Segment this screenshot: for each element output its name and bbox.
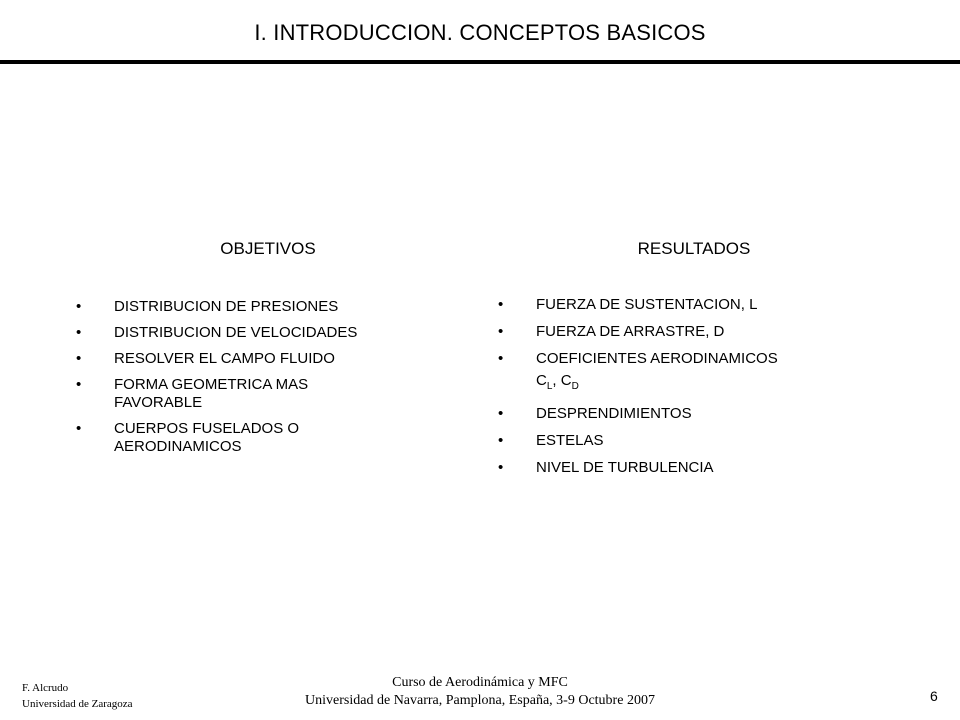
list-item [498, 432, 856, 450]
list-item [498, 459, 856, 477]
list-item [498, 405, 856, 423]
bullet-icon: • [76, 324, 82, 341]
list-item [498, 296, 856, 314]
list-item [76, 324, 434, 342]
list-item [76, 298, 434, 316]
bullet-icon: • [498, 323, 504, 340]
footer-author: F. Alcrudo [22, 682, 69, 694]
page-number: 6 [930, 688, 938, 704]
list-item-text: COEFICIENTES AERODINAMICOS [536, 350, 778, 367]
list-item-text: FORMA GEOMETRICA MAS [114, 376, 309, 393]
footer-affiliation: Universidad de Zaragoza [22, 698, 133, 710]
coef-symbol: C [560, 372, 572, 389]
slide-title: I. INTRODUCCION. CONCEPTOS BASICOS [254, 20, 706, 45]
list-item-text: FUERZA DE ARRASTRE, D [536, 323, 725, 340]
list-item-text: CUERPOS FUSELADOS O [114, 420, 300, 437]
objetivos-list [76, 298, 434, 464]
list-item [76, 420, 434, 456]
list-item [498, 350, 856, 368]
list-item-text-continued: AERODINAMICOS [114, 438, 242, 455]
list-item [76, 350, 434, 368]
title-underline [0, 60, 960, 64]
bullet-icon: • [76, 420, 82, 437]
list-item-text: NIVEL DE TURBULENCIA [536, 459, 714, 476]
list-item-text: DISTRIBUCION DE VELOCIDADES [114, 324, 358, 341]
bullet-icon: • [498, 296, 504, 313]
footer-venue: Universidad de Navarra, Pamplona, España, 3-9 Octubre 2007 [305, 693, 655, 708]
list-item-text: DESPRENDIMIENTOS [536, 405, 692, 422]
coef-subscript: L [546, 381, 553, 392]
resultados-heading: RESULTADOS [637, 239, 751, 258]
coef-separator: , [552, 372, 561, 389]
list-item-text: ESTELAS [536, 432, 604, 449]
bullet-icon: • [76, 376, 82, 393]
bullet-icon: • [498, 459, 504, 476]
list-item-text: RESOLVER EL CAMPO FLUIDO [114, 350, 335, 367]
coefficients-line [536, 372, 856, 396]
objetivos-heading: OBJETIVOS [220, 239, 316, 258]
footer-course: Curso de Aerodinámica y MFC [392, 675, 568, 690]
coef-symbol: C [536, 372, 547, 389]
resultados-list [498, 296, 856, 486]
list-item [76, 376, 434, 412]
coef-subscript: D [571, 381, 579, 392]
bullet-icon: • [76, 350, 82, 367]
bullet-icon: • [498, 405, 504, 422]
list-item-text: FUERZA DE SUSTENTACION, L [536, 296, 758, 313]
bullet-icon: • [498, 350, 504, 367]
bullet-icon: • [498, 432, 504, 449]
list-item [498, 323, 856, 341]
bullet-icon: • [76, 298, 82, 315]
list-item-text: DISTRIBUCION DE PRESIONES [114, 298, 339, 315]
footer-course-block [0, 674, 960, 710]
list-item-text-continued: FAVORABLE [114, 394, 203, 411]
